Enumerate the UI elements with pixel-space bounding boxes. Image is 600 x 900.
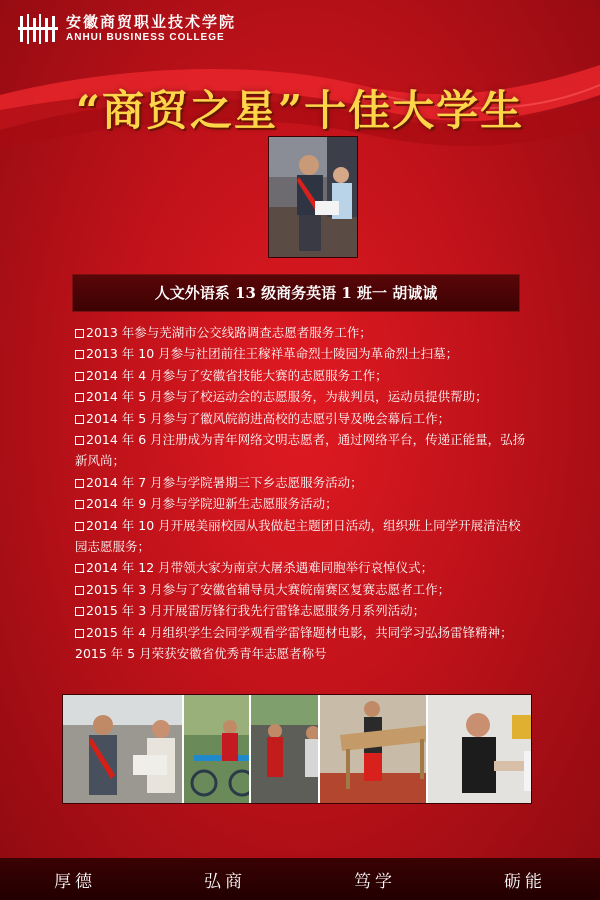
motto-2: 弘商 xyxy=(204,871,246,892)
achievement-list xyxy=(75,322,530,665)
page-title: “商贸之星”十佳大学生 xyxy=(75,86,525,135)
checkbox-mark-icon xyxy=(75,372,84,381)
activity-photo-strip xyxy=(62,694,532,804)
checkbox-mark-icon xyxy=(75,522,84,531)
list-item: 2014 年 4 月参与了安徽省技能大赛的志愿服务工作； xyxy=(75,365,530,386)
checkbox-mark-icon xyxy=(75,629,84,638)
school-name-cn: 安徽商贸职业技术学院 xyxy=(66,13,237,31)
checkbox-mark-icon xyxy=(75,329,84,338)
checkbox-mark-icon xyxy=(75,350,84,359)
checkbox-mark-icon xyxy=(75,586,84,595)
school-name-en: ANHUI BUSINESS COLLEGE xyxy=(66,32,225,43)
list-item: 2014 年 9 月参与学院迎新生志愿服务活动； xyxy=(75,493,530,514)
list-item: 2014 年 5 月参与了校运动会的志愿服务，为裁判员，运动员提供帮助； xyxy=(75,386,530,407)
school-emblem-icon xyxy=(18,12,60,46)
checkbox-mark-icon xyxy=(75,607,84,616)
list-item: 2014 年 10 月开展美丽校园从我做起主题团日活动，组织班上同学开展清洁校 xyxy=(75,515,530,536)
checkbox-mark-icon xyxy=(75,479,84,488)
activity-photo-3 xyxy=(249,695,318,803)
activity-photo-4 xyxy=(318,695,426,803)
list-item: 园志愿服务； xyxy=(75,539,151,555)
list-item: 新风尚； xyxy=(75,453,126,469)
list-item: 2015 年 4 月组织学生会同学观看学雷锋题材电影，共同学习弘扬雷锋精神； xyxy=(75,622,530,643)
activity-photo-1 xyxy=(63,695,182,803)
list-item: 2015 年 3 月开展雷厉锋行我先行雷锋志愿服务月系列活动； xyxy=(75,600,530,621)
list-item: 2014 年 7 月参与学院暑期三下乡志愿服务活动； xyxy=(75,472,530,493)
school-logo xyxy=(18,12,236,46)
list-item: 2013 年 10 月参与社团前往王稼祥革命烈士陵园为革命烈士扫墓； xyxy=(75,343,530,364)
motto-3: 笃学 xyxy=(354,871,396,892)
list-item: 2014 年 6 月注册成为青年网络文明志愿者，通过网络平台，传递正能量，弘扬 xyxy=(75,429,530,450)
list-item: 2014 年 12 月带领大家为南京大屠杀遇难同胞举行哀悼仪式； xyxy=(75,557,530,578)
student-portrait xyxy=(268,136,358,258)
list-item: 2013 年参与芜湖市公交线路调查志愿者服务工作； xyxy=(75,322,530,343)
checkbox-mark-icon xyxy=(75,564,84,573)
motto-1: 厚德 xyxy=(54,871,96,892)
student-name-bar: 人文外语系 13 级商务英语 1 班一 胡诚诚 xyxy=(72,274,520,312)
list-item: 2015 年 5 月荣获安徽省优秀青年志愿者称号 xyxy=(75,646,327,662)
checkbox-mark-icon xyxy=(75,415,84,424)
activity-photo-5 xyxy=(426,695,531,803)
checkbox-mark-icon xyxy=(75,393,84,402)
motto-4: 砺能 xyxy=(504,871,546,892)
footer-motto-bar xyxy=(0,858,600,900)
activity-photo-2 xyxy=(182,695,249,803)
list-item: 2014 年 5 月参与了徽风皖韵进高校的志愿引导及晚会幕后工作； xyxy=(75,408,530,429)
checkbox-mark-icon xyxy=(75,500,84,509)
list-item: 2015 年 3 月参与了安徽省辅导员大赛皖南赛区复赛志愿者工作； xyxy=(75,579,530,600)
checkbox-mark-icon xyxy=(75,436,84,445)
